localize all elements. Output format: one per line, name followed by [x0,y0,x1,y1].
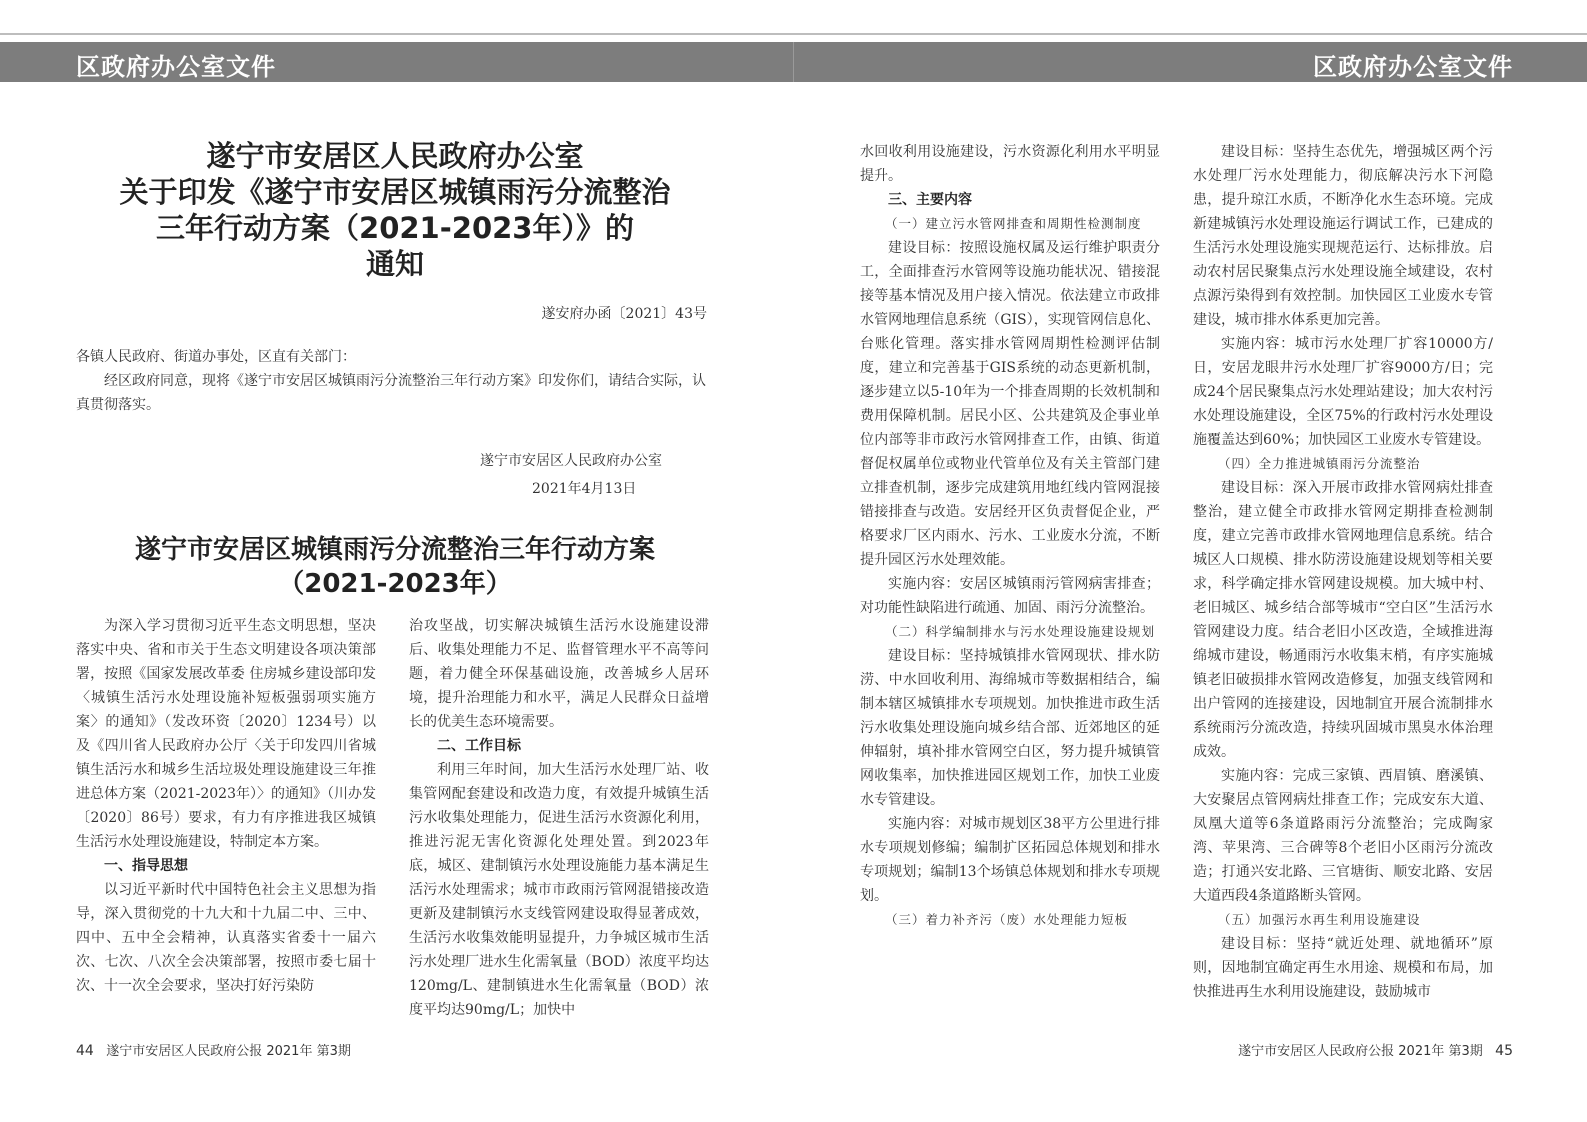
paragraph: 建设目标：深入开展市政排水管网病灶排查整治，建立健全市政排水管网定期排查检测制度，建立完善市政排水管网地理信息系统。结合城区人口规模、排水防涝设施建设规划等相关要求，科学确定排水管网建设规模。加大城中村、老旧城区、城乡结合部等城市“空白区”生活污水管网建设力度。结合老旧小区改造，全域推进海绵城市建设，畅通雨污水收集末梢，有序实施城镇老旧破损排水管网改造修复，加强支线管网和出户管网的连接建设，因地制宜开展合流制排水系统雨污分流改造，持续巩固城市黑臭水体治理成效。 [1193,480,1493,760]
left-header-title: 区政府办公室文件 [76,53,276,81]
paragraph: 实施内容：对城市规划区38平方公里进行排水专项规划修编；编制扩区拓园总体规划和排水专项规划；编制13个场镇总体规划和排水专项规划。 [860,816,1160,904]
paragraph: 水回收利用设施建设，污水资源化利用水平明显提升。 [860,144,1160,184]
doc-number: 遂安府办函〔2021〕43号 [541,306,707,322]
subsection-heading: （三）着力补齐污（废）水处理能力短板 [885,912,1129,927]
left-page-number: 44 [76,1043,94,1059]
paragraph: 实施内容：城市污水处理厂扩容10000方/日，安居龙眼井污水处理厂扩容9000方/日；完成24个居民聚集点污水处理站建设；加大农村污水处理设施建设，全区75%的行政村污水处理设施覆盖达到60%；加快园区工业废水专管建设。 [1193,336,1493,448]
signer: 遂宁市安居区人民政府办公室 [480,453,662,469]
right-header-title: 区政府办公室文件 [1313,53,1513,81]
paragraph: 利用三年时间，加大生活污水处理厂站、收集管网配套建设和改造力度，有效提升城镇生活污水收集处理能力，促进生活污水资源化利用，推进污泥无害化资源化处理处置。到2023年底，城区、建制镇污水处理设施能力基本满足生活污水处理需求；城市市政雨污管网混错接改造更新及建制镇污水支线管网建设取得显著成效，生活污水收集效能明显提升，力争城区城市生活污水处理厂进水生化需氧量（BOD）浓度平均达120mg/L、建制镇进水生化需氧量（BOD）浓度平均达90mg/L；加快中 [409,762,709,1018]
subsection-heading: （一）建立污水管网排查和周期性检测制度 [885,216,1142,231]
plan-title [80,533,710,601]
right-footer [1238,1040,1513,1059]
top-rule [0,33,1587,35]
notice-body: 经区政府同意，现将《遂宁市安居区城镇雨污分流整治三年行动方案》印发你们，请结合实际，认真贯彻落实。 [76,373,706,413]
subsection-heading: （二）科学编制排水与污水处理设施建设规划 [885,624,1156,639]
paragraph: 实施内容：完成三家镇、西眉镇、磨溪镇、大安聚居点管网病灶排查工作；完成安东大道、凤凰大道等6条道路雨污分流整治；完成陶家湾、苹果湾、三合碑等8个老旧小区雨污分流改造；打通兴安北路、三官塘街、顺安北路、安居大道西段4条道路断头管网。 [1193,768,1493,904]
plan-title-line: 遂宁市安居区城镇雨污分流整治三年行动方案 [134,535,655,565]
notice-title-line: 三年行动方案（2021-2023年）》的 [156,211,634,245]
section-heading: 三、主要内容 [888,192,972,208]
paragraph: 建设目标：坚持“就近处理、就地循环”原则，因地制宜确定再生水用途、规模和布局，加快推进再生水利用设施建设，鼓励城市 [1193,936,1493,1000]
page-gutter [793,42,794,82]
paragraph: 为深入学习贯彻习近平生态文明思想，坚决落实中央、省和市关于生态文明建设各项决策部署，按照《国家发展改革委 住房城乡建设部印发〈城镇生活污水处理设施补短板强弱项实施方案〉的通知》（发改环资〔2020〕1234号）以及《四川省人民政府办公厅〈关于印发四川省城镇生活污水和城乡生活垃圾处理设施建设三年推进总体方案（2021-2023年）〉的通知》（川办发〔2020〕86号）要求，有力有序推进我区城镇生活污水处理设施建设，特制定本方案。 [76,618,376,850]
subsection-heading: （四）全力推进城镇雨污分流整治 [1218,456,1421,471]
section-heading: 二、工作目标 [437,738,521,754]
notice-title-line: 通知 [365,247,424,281]
plan-title-line: （2021-2023年） [278,569,512,599]
right-footer-text: 遂宁市安居区人民政府公报 2021年 第3期 [1238,1044,1483,1059]
paragraph: 以习近平新时代中国特色社会主义思想为指导，深入贯彻党的十九大和十九届二中、三中、四中、五中全会精神，认真落实省委十一届六次、七次、八次全会决策部署，按照市委七届十次、十一次全会要求，坚决打好污染防 [76,882,376,994]
paragraph: 建设目标：按照设施权属及运行维护职责分工，全面排查污水管网等设施功能状况、错接混接等基本情况及用户接入情况。依法建立市政排水管网地理信息系统（GIS），实现管网信息化、台账化管理。落实排水管网周期性检测评估制度，建立和完善基于GIS系统的动态更新机制，逐步建立以5-10年为一个排查周期的长效机制和费用保障机制。居民小区、公共建筑及企事业单位内部等非市政污水管网排查工作，由镇、街道督促权属单位或物业代管单位及有关主管部门建立排查机制，逐步完成建筑用地红线内管网混接错接排查与改造。安居经开区负责督促企业，严格要求厂区内雨水、污水、工业废水分流，不断提升园区污水处理效能。 [860,240,1160,568]
subsection-heading: （五）加强污水再生利用设施建设 [1218,912,1421,927]
notice-title-line: 关于印发《遂宁市安居区城镇雨污分流整治 [119,175,671,209]
left-footer-text: 遂宁市安居区人民政府公报 2021年 第3期 [106,1044,351,1059]
right-page-number: 45 [1495,1043,1513,1059]
notice-title-line: 遂宁市安居区人民政府办公室 [206,139,584,173]
left-footer [76,1040,351,1059]
section-heading: 一、指导思想 [104,858,188,874]
body-column-3 [860,140,1160,932]
recipients: 各镇人民政府、街道办事处，区直有关部门： [76,349,356,365]
paragraph: 建设目标：坚持城镇排水管网现状、排水防涝、中水回收利用、海绵城市等数据相结合，编制本辖区城镇排水专项规划。加快推进市政生活污水收集处理设施向城乡结合部、近郊地区的延伸辐射，填补排水管网空白区，努力提升城镇管网收集率，加快推进园区规划工作，加快工业废水专管建设。 [860,648,1160,808]
paragraph: 实施内容：安居区城镇雨污管网病害排查；对功能性缺陷进行疏通、加固、雨污分流整治。 [860,576,1160,616]
body-column-4 [1193,140,1493,1004]
body-column-1 [76,614,376,998]
body-column-2 [409,614,709,1022]
notice-title [80,138,710,282]
paragraph: 建设目标：坚持生态优先，增强城区两个污水处理厂污水处理能力，彻底解决污水下河隐患，提升琼江水质，不断净化水生态环境。完成新建城镇污水处理设施运行调试工作，已建成的生活污水处理设施实现规范运行、达标排放。启动农村居民聚集点污水处理设施全域建设，农村点源污染得到有效控制。加快园区工业废水专管建设，城市排水体系更加完善。 [1193,144,1493,328]
paragraph: 治攻坚战，切实解决城镇生活污水设施建设滞后、收集处理能力不足、监督管理水平不高等问题，着力健全环保基础设施，改善城乡人居环境，提升治理能力和水平，满足人民群众日益增长的优美生态环境需要。 [409,618,709,730]
notice-date: 2021年4月13日 [532,481,637,497]
